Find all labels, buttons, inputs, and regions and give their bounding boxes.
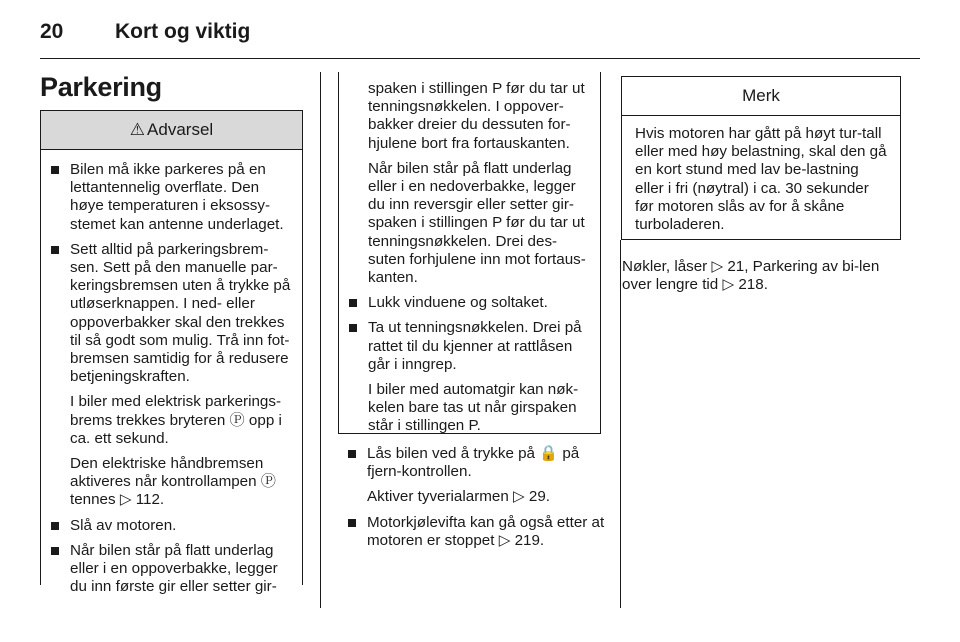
bullet-item [49, 542, 292, 597]
sub-paragraph [49, 455, 292, 510]
warning-box-continued-body [339, 72, 600, 436]
bullet-item [49, 161, 292, 234]
bullet-item [347, 319, 590, 374]
sub-paragraph [49, 393, 292, 448]
bullet-square-icon [51, 166, 59, 174]
sub-paragraph [346, 488, 608, 506]
item-text: Motorkjølevifta kan gå også etter at motoren er stoppet ▷ 219. [367, 513, 605, 549]
bullet-square-icon [348, 519, 356, 527]
section-title: Parkering [40, 72, 162, 102]
page-number: 20 [40, 20, 64, 43]
warning-box-header [41, 111, 302, 150]
item-text: Når bilen står på flatt underlag eller i en nedoverbakke, legger du inn reversgir eller setter gir-spaken i stillingen P før du tar ut tenningsnøkkelen. Drei des-suten forhjulene inn mot fortaus-kanten. [368, 159, 586, 287]
item-text: Ta ut tenningsnøkkelen. Drei på rattet til du kjenner at rattlåsen går i inngrep. [368, 319, 582, 373]
cross-reference-text: Nøkler, låser ▷ 21, Parkering av bi-len over lengre tid ▷ 218. [622, 258, 880, 294]
item-text: Lås bilen ved å trykke på 🔒 på fjern-kontrollen. [367, 445, 580, 481]
bullet-square-icon [349, 324, 357, 332]
note-box-header: Merk [622, 77, 900, 116]
item-text: I biler med automatgir kan nøk-kelen bare tas ut når girspaken står i stillingen P. [368, 381, 579, 435]
bullet-item [49, 517, 292, 535]
bullet-item [49, 241, 292, 387]
item-text: Lukk vinduene og soltaket. [368, 294, 548, 312]
bullet-square-icon [51, 246, 59, 254]
item-text: Bilen må ikke parkeres på en lettantennelig overflate. Den høye temperaturen i eksossy-stemet kan antenne underlaget. [70, 161, 284, 233]
note-text: Hvis motoren har gått på høyt tur-tall eller med høy belastning, skal den gå en kort stund med lav be-lastning eller i fri (nøytral) i ca. 30 sekunder før motoren slås av for å skåne turboladeren. [635, 125, 887, 234]
bullet-item [346, 445, 608, 481]
bullet-square-icon [51, 547, 59, 555]
note-box [621, 76, 901, 240]
header-rule [40, 58, 920, 59]
warning-box-continued [338, 72, 601, 434]
item-text: Sett alltid på parkeringsbrem-sen. Sett på den manuelle par-keringsbremsen uten å trykke på utløserknappen. I ned- eller oppoverbakker skal den trekkes til så godt som mulig. Trå inn fot-bremsen samtidig for å redusere betjeningskraften. [70, 240, 291, 386]
bullet-item [346, 514, 608, 550]
warning-title: Advarsel [147, 120, 214, 139]
bullet-square-icon [348, 450, 356, 458]
sub-paragraph [347, 381, 590, 436]
item-text: Aktiver tyverialarmen ▷ 29. [367, 488, 551, 506]
warning-triangle-icon: ⚠ [129, 120, 146, 139]
item-text: Når bilen står på flatt underlag eller i en oppoverbakke, legger du inn første gir eller setter gir- [70, 541, 278, 596]
column-2-list [346, 445, 608, 557]
item-text: Slå av motoren. [70, 516, 177, 534]
item-text: Den elektriske håndbremsen aktiveres når kontrollampen Ⓟ tennes ▷ 112. [70, 455, 276, 509]
bullet-square-icon [349, 299, 357, 307]
warning-box [40, 110, 303, 596]
warning-box-body [41, 150, 302, 596]
chapter-title: Kort og viktig [115, 20, 251, 43]
sub-paragraph [347, 80, 590, 153]
page-header [40, 18, 920, 58]
bullet-item [347, 294, 590, 312]
sub-paragraph [347, 160, 590, 287]
item-text: spaken i stillingen P før du tar ut tenningsnøkkelen. I oppover-bakker dreier du dessuten for-hjulene bort fra fortauskanten. [368, 80, 585, 152]
bullet-square-icon [51, 522, 59, 530]
column-divider-1 [320, 72, 321, 608]
column-divider-2 [620, 240, 621, 608]
item-text: I biler med elektrisk parkerings-brems trekkes bryteren Ⓟ opp i ca. ett sekund. [70, 393, 282, 447]
